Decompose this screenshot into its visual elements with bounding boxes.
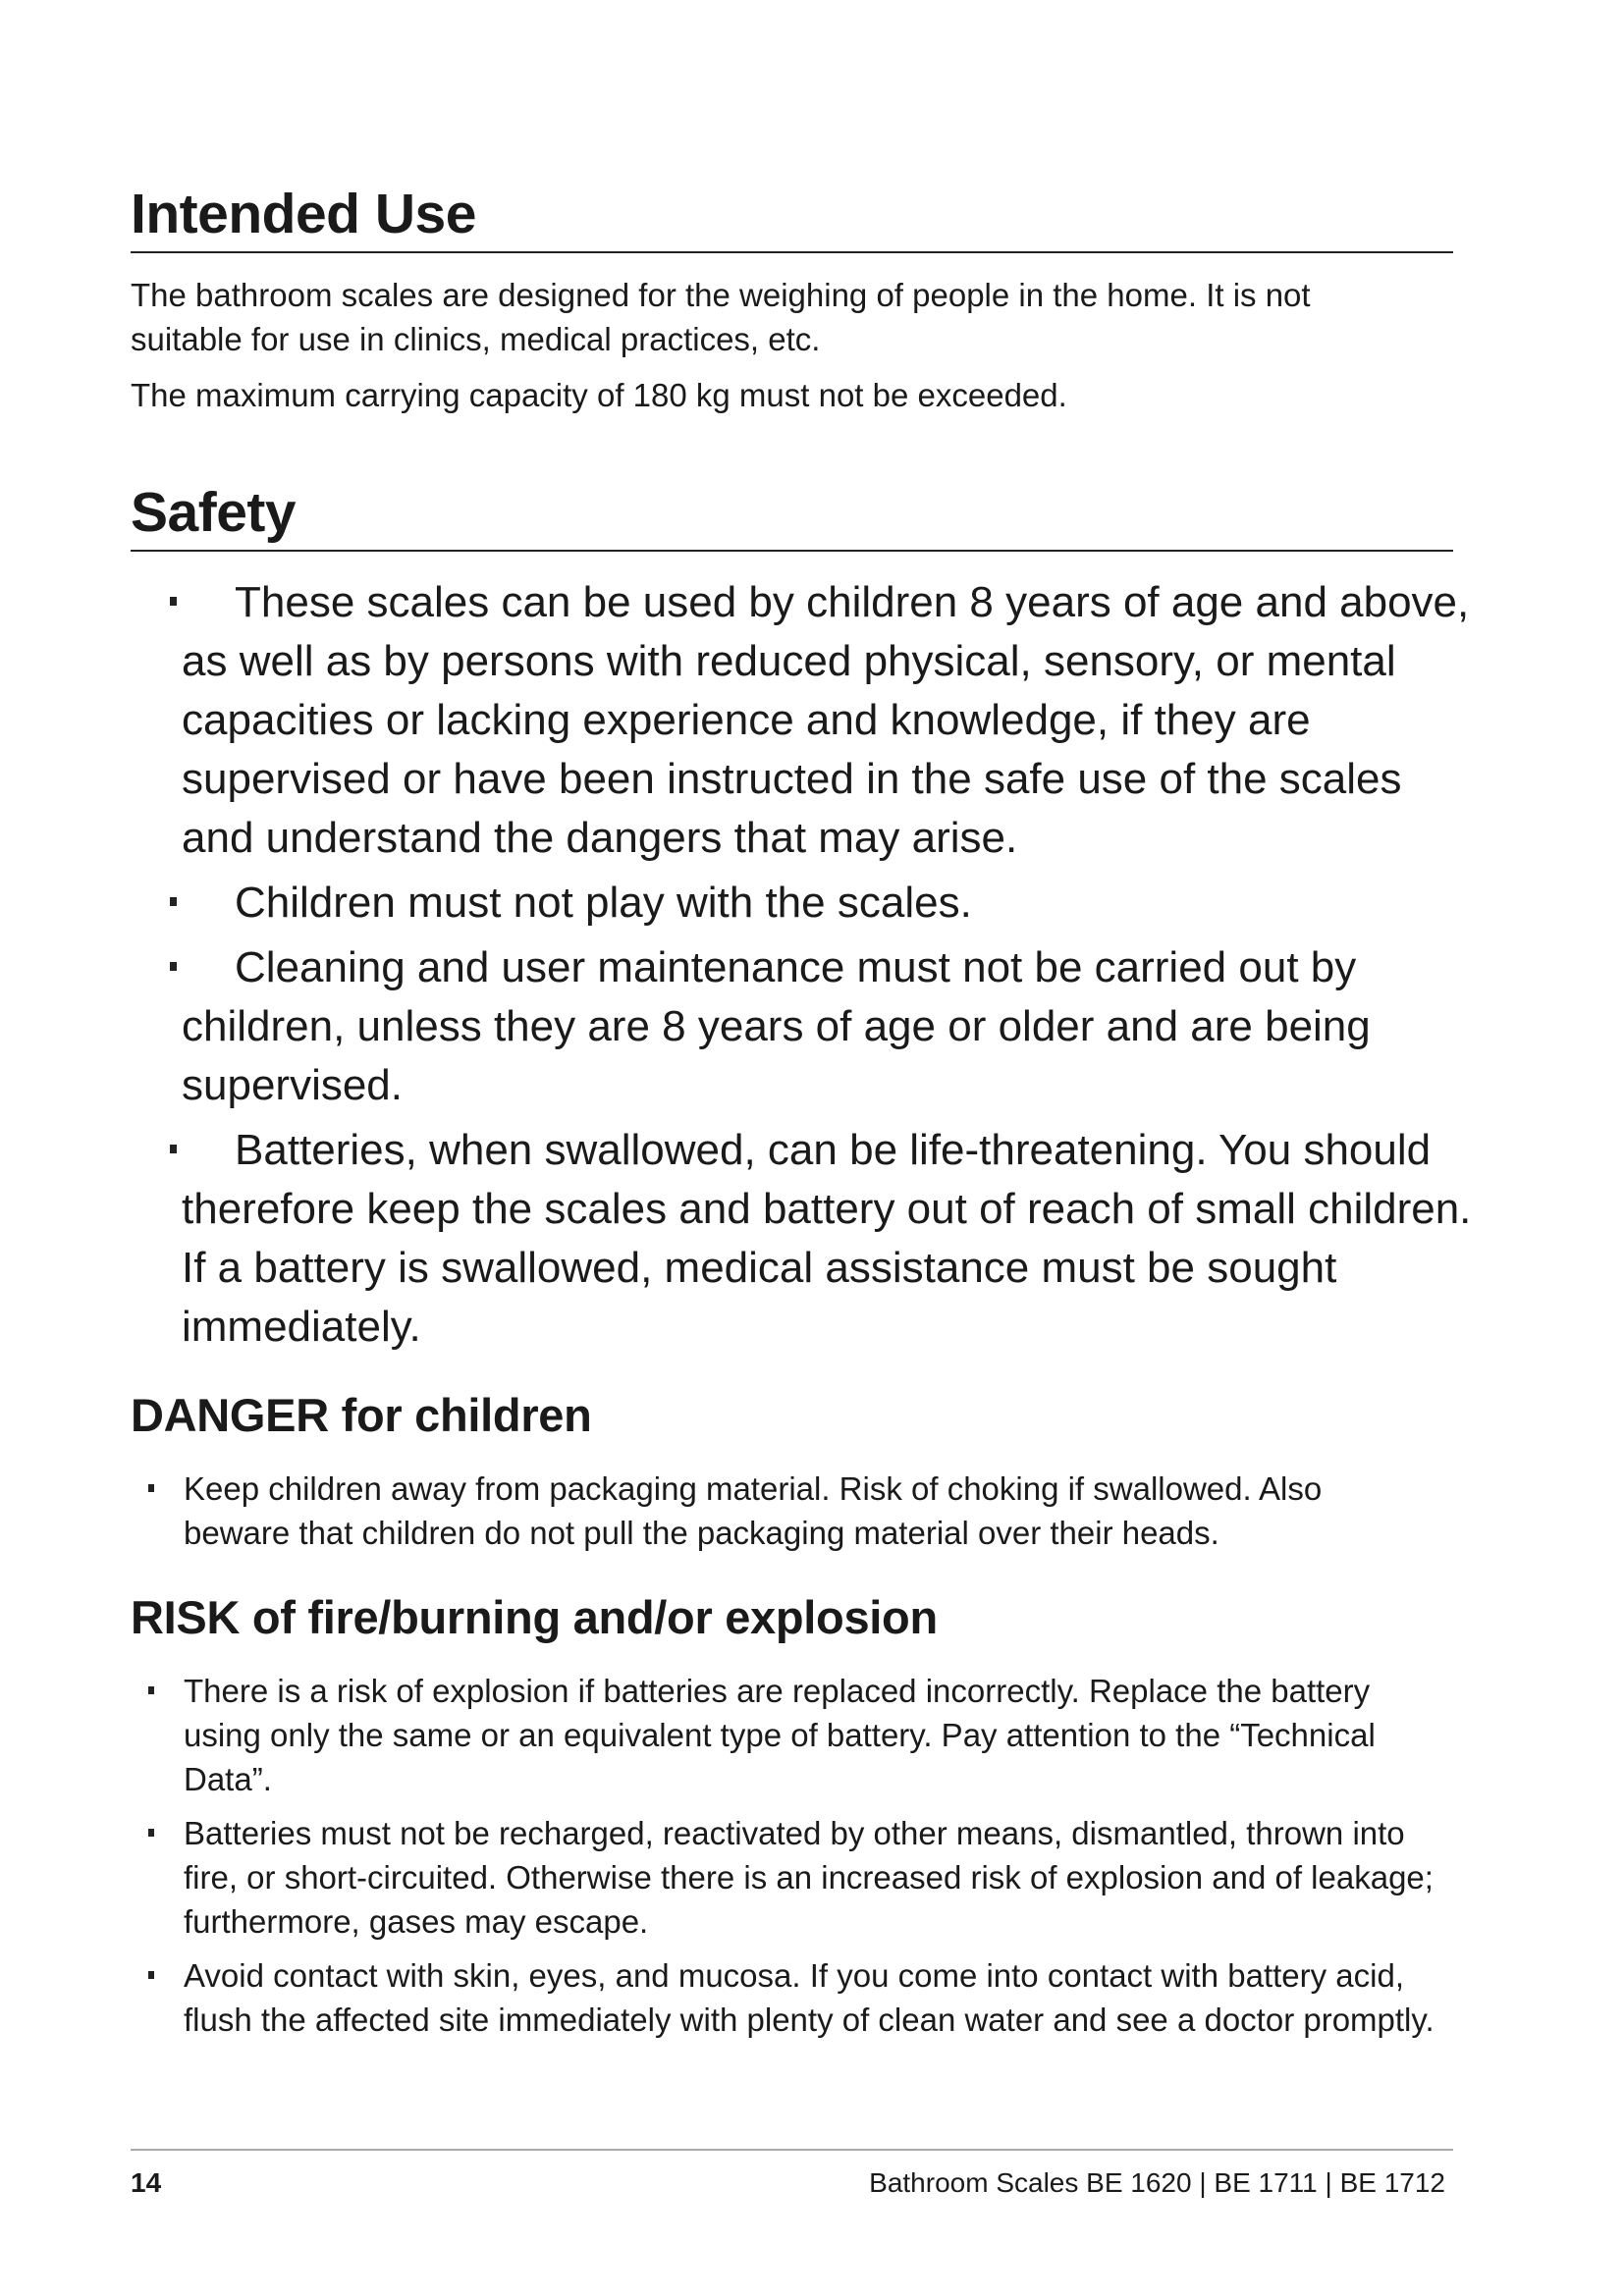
bullet-icon (170, 897, 177, 906)
bullet-icon (170, 597, 177, 606)
bullet-icon (148, 1829, 154, 1837)
safety-list (131, 573, 1486, 1362)
list-item: Cleaning and user maintenance must not be carried out by children, unless they are 8 years of age or older and are being supervised. (131, 938, 1486, 1115)
intended-use-heading: Intended Use (131, 183, 476, 245)
danger-children-heading: DANGER for children (131, 1389, 592, 1441)
list-item: Batteries, when swallowed, can be life-threatening. You should therefore keep the scales and battery out of reach of small children. If a battery is swallowed, medical assistance must be sought immediately. (131, 1121, 1486, 1357)
bullet-icon (148, 1971, 154, 1979)
intended-use-body (131, 273, 1427, 417)
intended-use-section (131, 183, 476, 245)
list-item: Children must not play with the scales. (131, 874, 1486, 933)
footer-product-title: Bathroom Scales BE 1620 | BE 1711 | BE 1712 (869, 2167, 1445, 2198)
risk-fire-list (131, 1669, 1451, 2052)
footer-rule (131, 2149, 1453, 2151)
page-number: 14 (131, 2167, 162, 2198)
list-item: Avoid contact with skin, eyes, and mucosa. If you come into contact with battery acid, flush the affected site immediately with plenty of clean water and see a doctor promptly. (131, 1953, 1451, 2042)
document-page (131, 0, 1472, 2296)
safety-heading: Safety (131, 481, 297, 544)
list-item: Keep children away from packaging material. Risk of choking if swallowed. Also beware that children do not pull the packaging material over their heads. (131, 1467, 1436, 1555)
danger-children-section (131, 1389, 592, 1441)
intended-use-paragraph-2: The maximum carrying capacity of 180 kg must not be exceeded. (131, 377, 1067, 413)
bullet-icon (148, 1484, 154, 1492)
list-item: These scales can be used by children 8 years of age and above, as well as by persons with reduced physical, sensory, or mental capacities or lacking experience and knowledge, if they are supervised or have been instructed in the safe use of the scales and understand the dangers that may arise. (131, 573, 1486, 868)
bullet-icon (170, 962, 177, 971)
danger-children-list (131, 1467, 1436, 1565)
risk-fire-section (131, 1591, 938, 1643)
safety-section (131, 481, 297, 544)
risk-fire-heading: RISK of fire/burning and/or explosion (131, 1591, 938, 1643)
bullet-icon (148, 1686, 154, 1694)
list-item: There is a risk of explosion if batteries are replaced incorrectly. Replace the battery using only the same or an equivalent type of battery. Pay attention to the “Technical Data”. (131, 1669, 1451, 1801)
intended-use-rule (131, 251, 1453, 253)
intended-use-paragraph-1: The bathroom scales are designed for the weighing of people in the home. It is not suitable for use in clinics, medical practices, etc. (131, 277, 1311, 357)
safety-rule (131, 550, 1453, 552)
bullet-icon (170, 1145, 177, 1153)
list-item: Batteries must not be recharged, reactivated by other means, dismantled, thrown into fire, or short-circuited. Otherwise there is an increased risk of explosion and of leakage; furthermore, gases may escape. (131, 1811, 1451, 1944)
